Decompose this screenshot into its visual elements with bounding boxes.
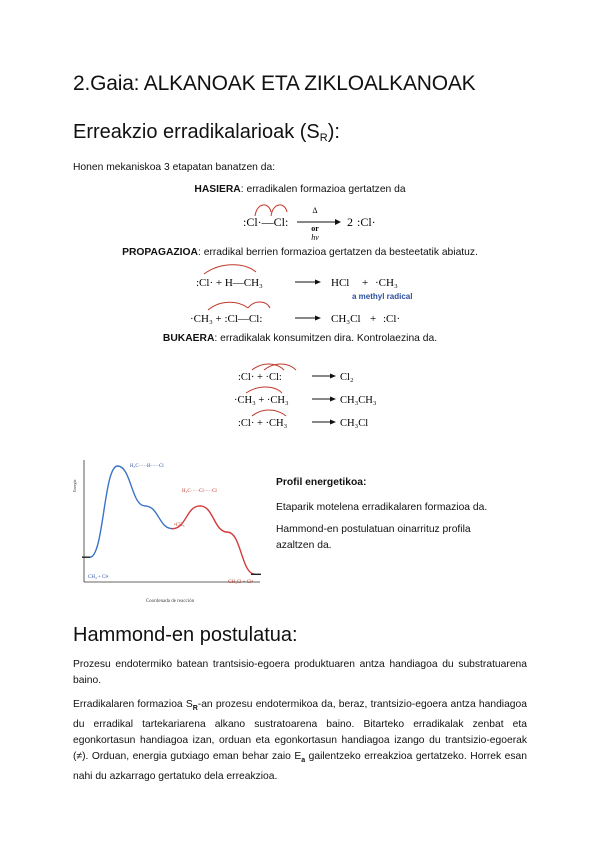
svg-text:·CH₃ + :Cl—Cl:: ·CH₃ + :Cl—Cl:	[190, 313, 263, 325]
profile-para-2: Hammond-en postulatuan oinarrituz profila azaltzen da.	[276, 524, 471, 551]
x-axis-label: Coordenada de reacción	[145, 599, 195, 604]
svg-text:CH₃Cl: CH₃Cl	[340, 418, 369, 429]
page-title: 2.Gaia: ALKANOAK ETA ZIKLOALKANOAK	[73, 72, 476, 95]
svg-text::Cl· + ·CH₃: :Cl· + ·CH₃	[238, 418, 288, 429]
svg-text:+: +	[362, 277, 369, 289]
section-heading-radical-reactions: Erreakzio erradikalarioak $(S_R)$:	[73, 121, 340, 144]
profile-heading: Profil energetikoa:	[276, 477, 367, 488]
products-label: CH₃Cl + Cl•	[228, 580, 254, 585]
ts2-label: H₃C·····Cl·····Cl	[182, 489, 217, 494]
intermediate-label: •CH₃	[174, 523, 185, 528]
propagation-reactions	[190, 262, 440, 328]
step-initiation: HASIERA: erradikalen formazioa gertatzen da	[194, 184, 406, 195]
methyl-radical-label: a methyl radical	[352, 292, 413, 301]
section-heading-hammond: Hammond-en postulatua:	[73, 624, 298, 646]
series-line-step1	[90, 466, 173, 557]
svg-text::Cl·—Cl:: :Cl·—Cl:	[243, 215, 289, 229]
hammond-para-2: Erradikalaren formazioa $S_R-an$ prozesu endotermikoa da, beraz, trantsizio-egoera antza handiagoa du erradikal tartekariarena alkano sustratoarena baino. Bitarteko erradikalak zenbat eta egonkortasun handiagoa izan, orduan eta egonkortasun handiagoa izango du trantsizio-egoerak (≠). Orduan, energia gutxiago eman behar zaio $E_a$ gailentzeko erreakzioa gertatzeko. Horrek esan nahi du azkarrago gertatuko dela erreakzioa.	[73, 699, 527, 782]
ts1-label: H₃C·····H·····Cl	[130, 464, 164, 469]
data-point-step1-1	[117, 465, 119, 467]
svg-text::Cl· + ·Cl:: :Cl· + ·Cl:	[238, 372, 282, 383]
data-point-step2-1	[199, 505, 201, 507]
energy-profile-chart	[70, 452, 270, 610]
data-point-step1-2	[144, 505, 146, 507]
svg-text::Cl·: :Cl·	[383, 313, 401, 325]
svg-text:+: +	[370, 313, 377, 325]
svg-text::Cl· + H—CH₃: :Cl· + H—CH₃	[196, 277, 263, 289]
hammond-para-1: Prozesu endotermiko batean trantsisio-egoera produktuaren antza handiagoa du substratuarena baino.	[73, 659, 527, 686]
svg-text:·CH₃ + ·CH₃: ·CH₃ + ·CH₃	[234, 395, 289, 406]
svg-text:CH₃Cl: CH₃Cl	[331, 313, 361, 325]
condition-or: or	[311, 224, 319, 233]
svg-text:HCl: HCl	[331, 277, 350, 289]
step-termination: BUKAERA: erradikalak konsumitzen dira. Kontrolaezina da.	[162, 333, 438, 344]
initiation-reaction	[235, 198, 385, 244]
termination-reactions	[234, 360, 394, 434]
step-propagation: PROPAGAZIOA: erradikal berrien formazioa gertatzen da besteetatik abiatuz.	[122, 247, 478, 258]
svg-text:·CH₃: ·CH₃	[375, 277, 398, 289]
svg-text:Cl₂: Cl₂	[340, 372, 354, 383]
condition-heat: Δ	[312, 206, 318, 215]
profile-para-1: Etaparik motelena erradikalaren formazioa da.	[276, 502, 488, 513]
svg-text:CH₃CH₃: CH₃CH₃	[340, 395, 377, 406]
condition-light: hν	[311, 233, 319, 242]
data-point-step2-0	[172, 528, 174, 530]
series-line-step2	[173, 506, 256, 574]
data-point-step2-2	[227, 531, 229, 533]
intro-text: Honen mekaniskoa 3 etapatan banatzen da:	[73, 162, 276, 173]
reactants-label: CH₄ + Cl•	[88, 575, 109, 580]
svg-text::Cl·: :Cl·	[357, 215, 376, 229]
init-product-coef: 2	[347, 215, 353, 229]
y-axis-label: Energía	[72, 479, 77, 492]
